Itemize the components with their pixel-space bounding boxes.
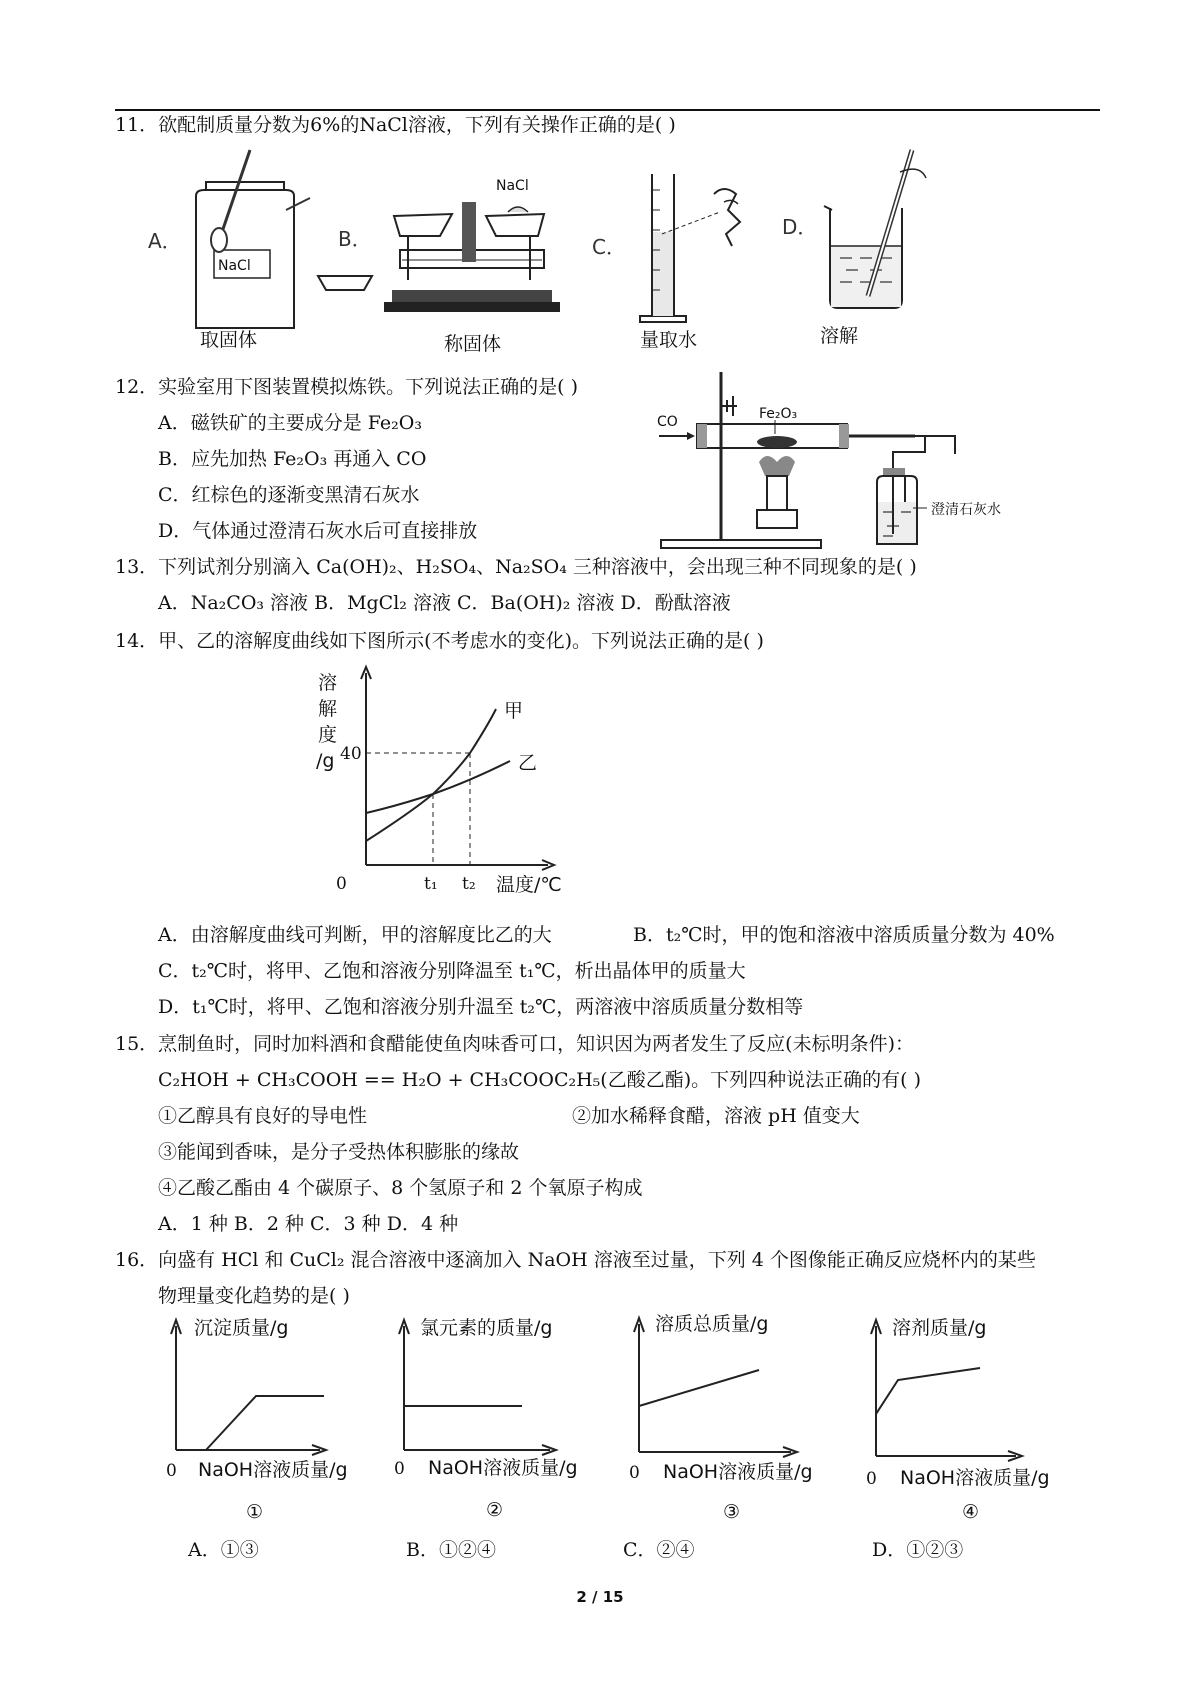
q12-apparatus-figure bbox=[655, 372, 1065, 552]
q16-answer-d: D．①②③ bbox=[872, 1539, 964, 1561]
q16-g3-ylabel: 溶质总质量/g bbox=[655, 1313, 769, 1335]
q16-g1-xlabel: NaOH溶液质量/g bbox=[198, 1459, 348, 1481]
q11-c-caption: 量取水 bbox=[640, 329, 698, 351]
q15-statement-2: ②加水稀释食醋，溶液 pH 值变大 bbox=[572, 1105, 860, 1127]
q12-stem: 12．实验室用下图装置模拟炼铁。下列说法正确的是( ) bbox=[115, 376, 579, 398]
header-rule bbox=[115, 109, 1100, 111]
q14-option-c: C．t₂℃时，将甲、乙饱和溶液分别降温至 t₁℃，析出晶体甲的质量大 bbox=[158, 960, 746, 982]
q11-d-letter: D． bbox=[782, 215, 818, 239]
q16-answer-b: B．①②④ bbox=[406, 1539, 496, 1561]
q14-curve-yi bbox=[366, 761, 510, 813]
q13-options: A．Na₂CO₃ 溶液 B．MgCl₂ 溶液 C．Ba(OH)₂ 溶液 D．酚酞溶液 bbox=[158, 592, 731, 614]
q16-g2-num: ② bbox=[486, 1499, 504, 1521]
q14-stem: 14．甲、乙的溶解度曲线如下图所示(不考虑水的变化)。下列说法正确的是( ) bbox=[115, 630, 764, 652]
q16-graph-1 bbox=[160, 1310, 360, 1530]
q12-co-label: CO bbox=[657, 414, 678, 430]
q14-curve-jia bbox=[366, 709, 496, 841]
q14-option-a: A．由溶解度曲线可判断，甲的溶解度比乙的大 bbox=[158, 924, 552, 946]
q16-stem-2: 物理量变化趋势的是( ) bbox=[158, 1285, 350, 1307]
q14-option-b: B．t₂℃时，甲的饱和溶液中溶质质量分数为 40% bbox=[633, 924, 1055, 946]
q14-t2: t₂ bbox=[462, 874, 476, 894]
q16-g2-xlabel: NaOH溶液质量/g bbox=[428, 1457, 578, 1479]
q14-solubility-chart bbox=[310, 665, 580, 905]
q14-t1: t₁ bbox=[424, 874, 438, 894]
q14-ylabel-4: /g bbox=[316, 750, 335, 772]
q14-y-tick: 40 bbox=[340, 744, 362, 764]
q16-g2-ylabel: 氯元素的质量/g bbox=[420, 1317, 553, 1339]
q16-graph-4 bbox=[862, 1310, 1072, 1530]
q11-b-caption: 称固体 bbox=[444, 333, 502, 355]
q11-a-caption: 取固体 bbox=[200, 329, 258, 351]
q13-stem: 13．下列试剂分别滴入 Ca(OH)₂、H₂SO₄、Na₂SO₄ 三种溶液中，会出现三种不同现象的是( ) bbox=[115, 556, 917, 578]
q11-a-label: NaCl bbox=[218, 258, 251, 274]
q16-g4-line bbox=[876, 1368, 980, 1414]
q15-options: A．1 种 B．2 种 C．3 种 D．4 种 bbox=[158, 1213, 459, 1235]
q16-g3-line bbox=[639, 1370, 759, 1406]
q11-b-letter: B． bbox=[338, 227, 372, 251]
q12-limewater-label: 澄清石灰水 bbox=[931, 502, 1001, 518]
q14-ylabel-3: 度 bbox=[318, 724, 338, 746]
q14-ylabel-1: 溶 bbox=[318, 672, 338, 694]
q15-statement-4: ④乙酸乙酯由 4 个碳原子、8 个氢原子和 2 个氧原子构成 bbox=[158, 1177, 643, 1199]
q16-g1-num: ① bbox=[246, 1501, 264, 1523]
q14-xlabel: 温度/℃ bbox=[496, 874, 562, 896]
q11-figure bbox=[140, 150, 1080, 360]
q11-a-letter: A． bbox=[148, 229, 182, 253]
q16-stem-1: 16．向盛有 HCl 和 CuCl₂ 混合溶液中逐滴加入 NaOH 溶液至过量，下列 4 个图像能正确反应烧杯内的某些 bbox=[115, 1249, 1036, 1271]
q11-d-caption: 溶解 bbox=[820, 325, 859, 347]
q16-g4-ylabel: 溶剂质量/g bbox=[892, 1317, 987, 1339]
q16-g1-ylabel: 沉淀质量/g bbox=[194, 1317, 289, 1339]
q14-option-d: D．t₁℃时，将甲、乙饱和溶液分别升温至 t₂℃，两溶液中溶质质量分数相等 bbox=[158, 996, 804, 1018]
q16-g3-num: ③ bbox=[723, 1501, 741, 1523]
q16-g3-xlabel: NaOH溶液质量/g bbox=[663, 1461, 813, 1483]
q15-statement-1: ①乙醇具有良好的导电性 bbox=[158, 1105, 368, 1127]
q11-stem: 11．欲配制质量分数为6%的NaCl溶液，下列有关操作正确的是( ) bbox=[115, 114, 676, 136]
q11-c-letter: C． bbox=[592, 235, 626, 259]
q14-label-jia: 甲 bbox=[504, 700, 524, 722]
q12-option-a: A．磁铁矿的主要成分是 Fe₂O₃ bbox=[158, 412, 422, 434]
q16-g1-origin: 0 bbox=[166, 1461, 177, 1481]
q16-answer-c: C．②④ bbox=[623, 1539, 695, 1561]
q16-graph-2 bbox=[390, 1310, 600, 1530]
page-number: 2 / 15 bbox=[576, 1588, 624, 1606]
q16-g2-origin: 0 bbox=[394, 1459, 405, 1479]
q16-g4-num: ④ bbox=[962, 1501, 980, 1523]
q14-ylabel-2: 解 bbox=[318, 698, 338, 720]
q16-g4-xlabel: NaOH溶液质量/g bbox=[900, 1467, 1050, 1489]
q16-g3-origin: 0 bbox=[629, 1463, 640, 1483]
q12-fe2o3-label: Fe₂O₃ bbox=[759, 406, 798, 422]
q14-origin: 0 bbox=[336, 874, 347, 894]
q16-answer-a: A．①③ bbox=[188, 1539, 259, 1561]
q15-statement-3: ③能闻到香味，是分子受热体积膨胀的缘故 bbox=[158, 1141, 520, 1163]
q15-stem: 15．烹制鱼时，同时加料酒和食醋能使鱼肉味香可口，知识因为两者发生了反应(未标明条件)： bbox=[115, 1033, 915, 1055]
q16-graph-3 bbox=[625, 1310, 835, 1530]
q12-option-c: C．红棕色的逐渐变黑清石灰水 bbox=[158, 484, 420, 506]
q12-option-d: D．气体通过澄清石灰水后可直接排放 bbox=[158, 520, 478, 542]
q16-g1-line bbox=[206, 1396, 324, 1450]
q14-label-yi: 乙 bbox=[518, 752, 538, 774]
q11-b-label: NaCl bbox=[496, 178, 529, 194]
q15-equation: C₂HOH + CH₃COOH == H₂O + CH₃COOC₂H₅(乙酸乙酯)。下列四种说法正确的有( ) bbox=[158, 1069, 921, 1091]
q16-g4-origin: 0 bbox=[866, 1469, 877, 1489]
q12-option-b: B．应先加热 Fe₂O₃ 再通入 CO bbox=[158, 448, 427, 470]
